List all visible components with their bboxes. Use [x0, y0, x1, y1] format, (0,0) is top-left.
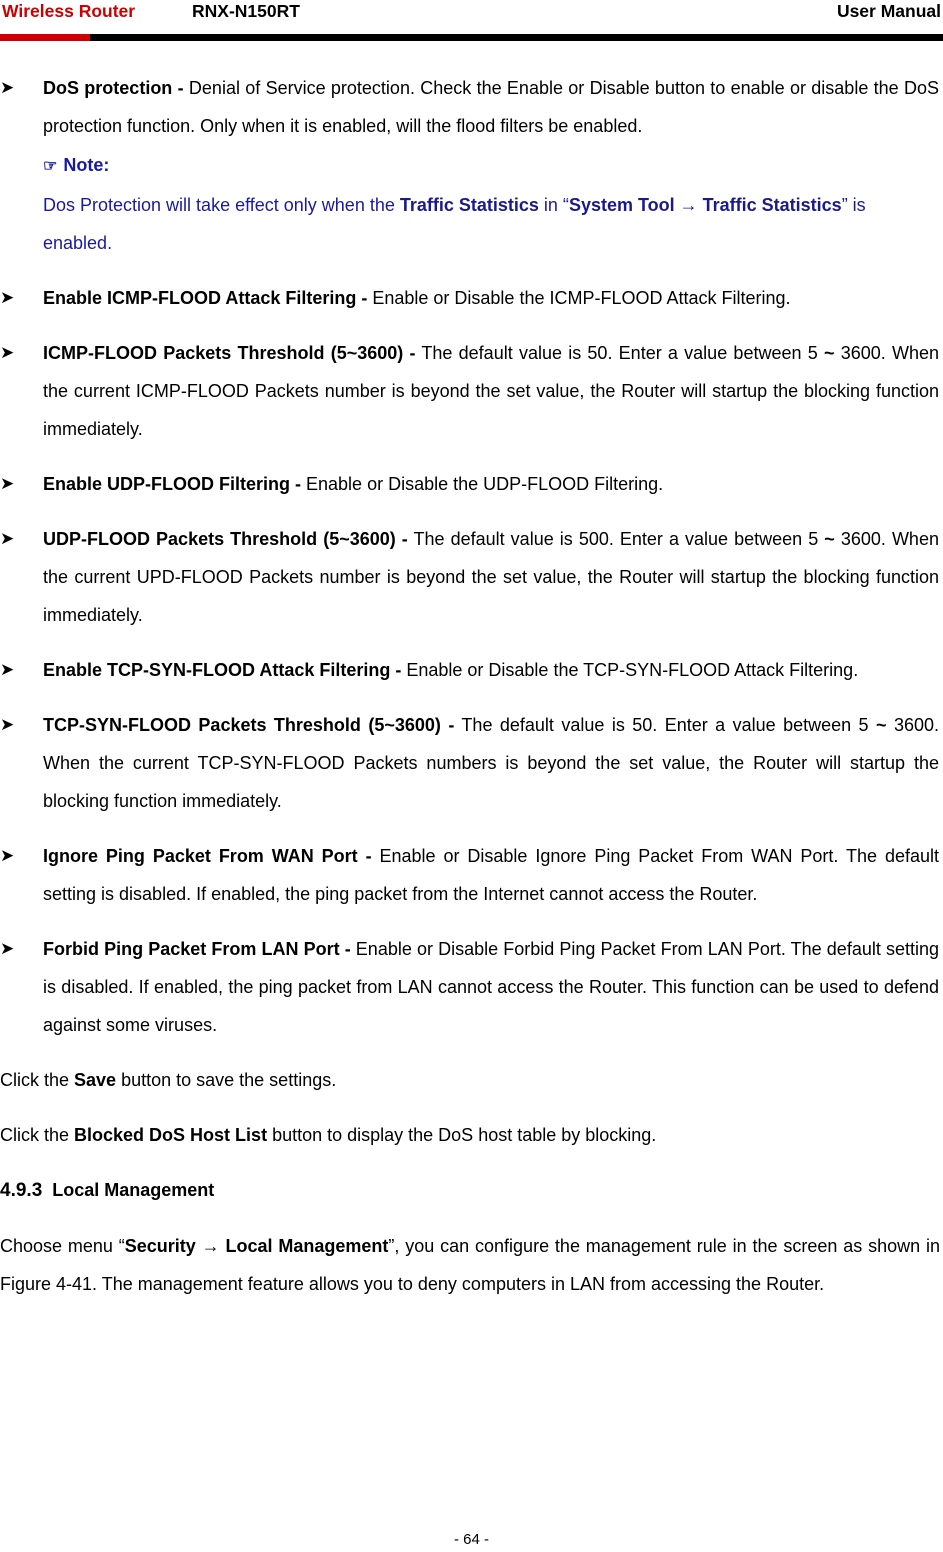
desc-udp-threshold-1: The default value is 500. Enter a value between 5	[407, 529, 825, 549]
term-icmp-threshold: ICMP-FLOOD Packets Threshold (5~3600) -	[43, 343, 416, 363]
blocked-text-2: button to display the DoS host table by blocking.	[267, 1125, 657, 1145]
bullet-arrow-icon: ➤	[0, 474, 15, 493]
bullet-arrow-icon: ➤	[0, 939, 15, 958]
note-title: Note:	[63, 155, 110, 175]
page-content	[0, 69, 943, 1320]
term-ignore-ping: Ignore Ping Packet From WAN Port -	[43, 846, 372, 866]
term-forbid-ping: Forbid Ping Packet From LAN Port -	[43, 939, 351, 959]
bullet-arrow-icon: ➤	[0, 343, 15, 362]
save-text-2: button to save the settings.	[116, 1070, 337, 1090]
bullet-arrow-icon: ➤	[0, 846, 15, 865]
desc-udp-threshold-2: 3600. When the current UPD-FLOOD Packets number is beyond the set value, the Router will startup the blocking function immediately.	[43, 529, 939, 625]
header-brand: Wireless Router	[2, 1, 136, 21]
section-number: 4.9.3	[0, 1180, 43, 1201]
term-tcp-enable: Enable TCP-SYN-FLOOD Attack Filtering -	[43, 660, 402, 680]
blocked-list-paragraph	[0, 1116, 940, 1154]
desc-tcp-enable: Enable or Disable the TCP-SYN-FLOOD Attack Filtering.	[401, 660, 859, 680]
blocked-text-1: Click the	[0, 1125, 75, 1145]
blocked-list-label: Blocked DoS Host List	[74, 1125, 268, 1145]
desc-icmp-threshold-1: The default value is 50. Enter a value between 5	[415, 343, 824, 363]
header-model: RNX-N150RT	[192, 1, 300, 21]
note-text-3: ” is enabled.	[43, 195, 866, 253]
desc-tcp-threshold-1: The default value is 50. Enter a value between 5	[454, 715, 876, 735]
list-item-icmp-threshold	[0, 334, 939, 448]
bullet-arrow-icon: ➤	[0, 288, 15, 307]
bullet-arrow-icon: ➤	[0, 529, 15, 548]
intro-menu-path: Security → Local Management	[124, 1236, 389, 1256]
note-text-1: Dos Protection will take effect only when the	[43, 195, 400, 215]
desc-ignore-ping: Enable or Disable Ignore Ping Packet From WAN Port. The default setting is disabled. If enabled, the ping packet from the Internet cannot access the Router.	[43, 846, 939, 904]
term-udp-threshold: UDP-FLOOD Packets Threshold (5~3600) -	[43, 529, 408, 549]
desc-dos: Denial of Service protection. Check the Enable or Disable button to enable or disable the DoS protection function. Only when it is enabled, will the flood filters be enabled.	[43, 78, 939, 136]
header-rule-red	[0, 34, 90, 41]
bullet-arrow-icon: ➤	[0, 715, 15, 734]
page-header	[0, 0, 943, 44]
list-item-forbid-ping	[0, 930, 939, 1044]
tilde-icmp: ~	[823, 343, 835, 363]
intro-text-1: Choose menu “	[0, 1236, 125, 1256]
term-udp-enable: Enable UDP-FLOOD Filtering -	[43, 474, 302, 494]
page-number: - 64 -	[453, 1531, 489, 1548]
save-label: Save	[74, 1070, 117, 1090]
section-title: Local Management	[52, 1180, 215, 1200]
term-dos: DoS protection -	[43, 78, 184, 98]
list-item-dos	[0, 69, 939, 145]
note-bold-2: System Tool → Traffic Statistics	[568, 195, 842, 215]
header-rule-black	[90, 34, 943, 41]
desc-forbid-ping: Enable or Disable Forbid Ping Packet From LAN Port. The default setting is disabled. If enabled, the ping packet from LAN cannot access the Router. This function can be used to defend against some viruses.	[43, 939, 939, 1035]
tilde-tcp: ~	[876, 715, 887, 735]
note-heading	[43, 146, 931, 186]
section-heading	[0, 1171, 943, 1210]
list-item-tcp-threshold	[0, 706, 939, 820]
bullet-arrow-icon: ➤	[0, 78, 15, 97]
term-icmp-enable: Enable ICMP-FLOOD Attack Filtering -	[43, 288, 368, 308]
term-tcp-threshold: TCP-SYN-FLOOD Packets Threshold (5~3600) -	[43, 715, 455, 735]
intro-paragraph	[0, 1227, 940, 1303]
list-item-ignore-ping	[0, 837, 939, 913]
save-text-1: Click the	[0, 1070, 75, 1090]
list-item-udp-enable	[0, 465, 939, 503]
desc-icmp-threshold-2: 3600. When the current ICMP-FLOOD Packets number is beyond the set value, the Router will startup the blocking function immediately.	[43, 343, 939, 439]
list-item-icmp-enable	[0, 279, 939, 317]
note-block	[0, 146, 931, 262]
tilde-udp: ~	[824, 529, 835, 549]
header-manual-title: User Manual	[836, 1, 941, 21]
save-paragraph	[0, 1061, 940, 1099]
desc-tcp-threshold-2: 3600. When the current TCP-SYN-FLOOD Packets numbers is beyond the set value, the Router will startup the blocking function immediately.	[43, 715, 939, 811]
pointing-hand-icon: ☞	[43, 158, 58, 175]
list-item-udp-threshold	[0, 520, 939, 634]
note-text-2: in “	[538, 195, 569, 215]
desc-icmp-enable: Enable or Disable the ICMP-FLOOD Attack Filtering.	[367, 288, 791, 308]
intro-text-2: ”, you can configure the management rule in the screen as shown in Figure 4-41. The management feature allows you to deny computers in LAN from accessing the Router.	[0, 1236, 940, 1294]
list-item-tcp-enable	[0, 651, 939, 689]
desc-udp-enable: Enable or Disable the UDP-FLOOD Filtering.	[301, 474, 664, 494]
bullet-arrow-icon: ➤	[0, 660, 15, 679]
note-bold-1: Traffic Statistics	[399, 195, 539, 215]
